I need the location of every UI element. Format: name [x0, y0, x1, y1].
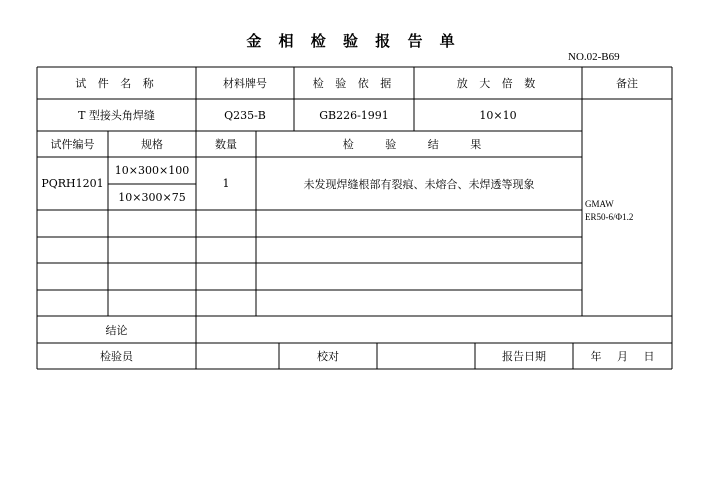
material-grade-value: Q235-B: [224, 108, 266, 122]
remarks-line-1: GMAW: [585, 199, 614, 209]
header-spec: 规格: [141, 138, 163, 151]
remarks-value: [585, 198, 633, 224]
spec-value-2: 10×300×75: [118, 190, 186, 204]
header-specimen-no: 试件编号: [50, 138, 95, 151]
document-number: NO.02-B69: [568, 51, 620, 63]
header-magnification: 放 大 倍 数: [456, 77, 540, 90]
date-placeholder: 年 月 日: [590, 350, 655, 363]
header-remarks: 备注: [616, 77, 638, 90]
inspection-basis-value: GB226-1991: [319, 108, 389, 122]
header-specimen-name: 试 件 名 称: [75, 77, 158, 90]
header-inspection-basis: 检 验 依 据: [312, 77, 396, 90]
spec-value-1: 10×300×100: [114, 164, 190, 177]
report-date-label: 报告日期: [502, 350, 546, 363]
remarks-line-2: ER50-6/Φ1.2: [585, 212, 634, 222]
magnification-value: 10×10: [479, 108, 517, 122]
header-result: 检 验 结 果: [342, 138, 496, 151]
report-title: 金 相 检 验 报 告 单: [246, 32, 461, 50]
specimen-name-value: T 型接头角焊缝: [78, 109, 155, 122]
header-quantity: 数量: [215, 138, 237, 151]
checker-label: 校对: [317, 350, 339, 363]
conclusion-label: 结论: [105, 323, 128, 337]
result-value: 未发现焊缝根部有裂痕、未熔合、未焊透等现象: [303, 177, 535, 191]
header-material-grade: 材料牌号: [223, 77, 267, 90]
inspector-label: 检验员: [100, 350, 133, 363]
specimen-no-value: PQRH1201: [41, 177, 104, 190]
quantity-value: 1: [222, 177, 230, 190]
